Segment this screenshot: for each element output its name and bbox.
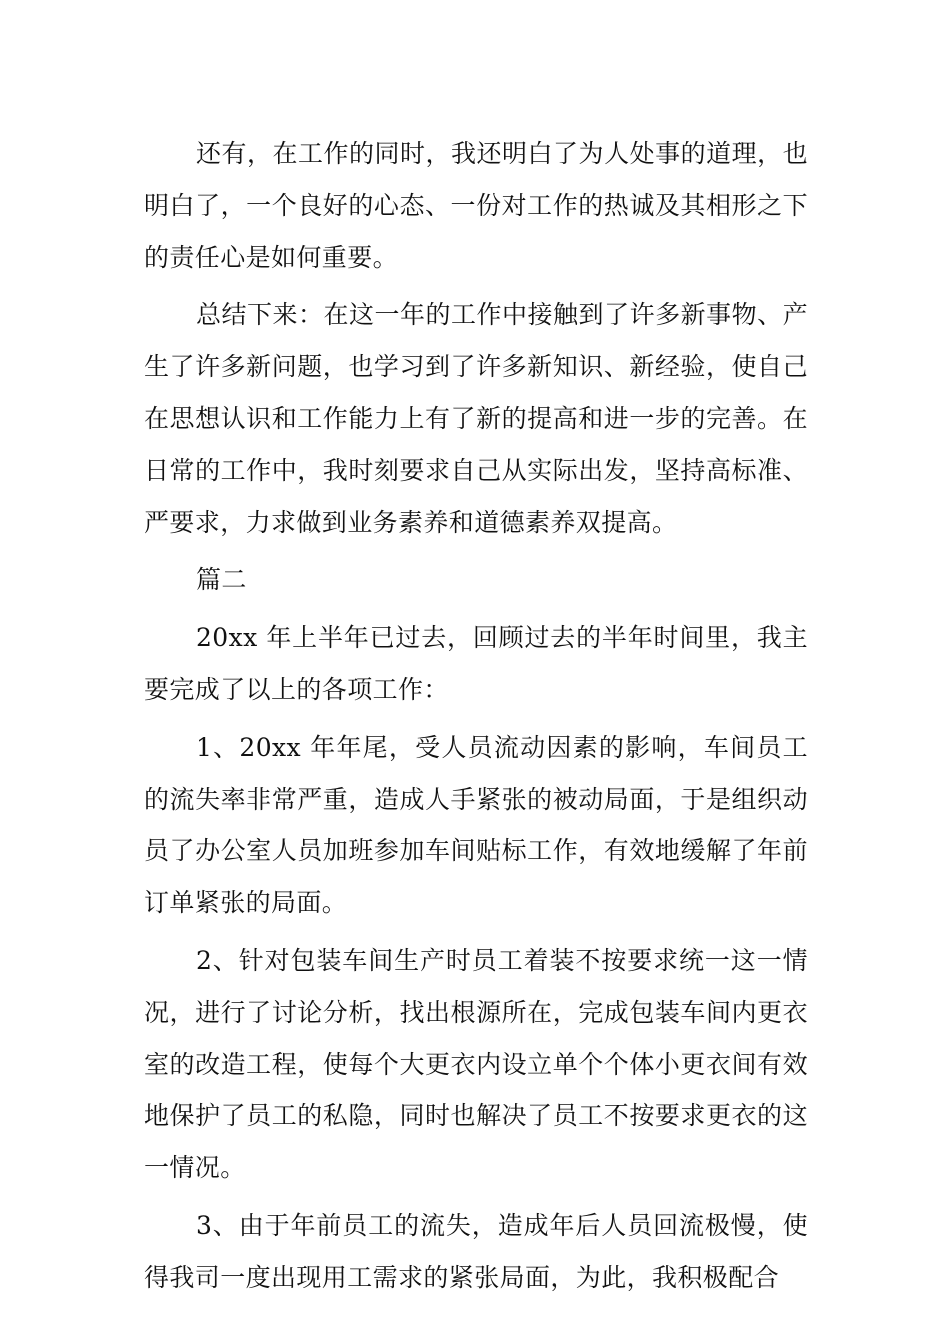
paragraph-3: 20xx 年上半年已过去，回顾过去的半年时间里，我主要完成了以上的各项工作： (144, 623, 808, 704)
paragraph-4: 1、20xx 年年尾，受人员流动因素的影响，车间员工的流失率非常严重，造成人手紧张的被动局面，于是组织动员了办公室人员加班参加车间贴标工作，有效地缓解了年前订单紧张的局面。 (144, 732, 808, 918)
paragraph-5: 2、针对包装车间生产时员工着装不按要求统一这一情况，进行了讨论分析，找出根源所在，完成包装车间内更衣室的改造工程，使每个大更衣内设立单个个体小更衣间有效地保护了员工的私隐，同时也解决了员工不按要求更衣的这一情况。 (144, 945, 808, 1183)
paragraph-6: 3、由于年前员工的流失，造成年后人员回流极慢，使得我司一度出现用工需求的紧张局面，为此，我积极配合 (144, 1210, 808, 1292)
section-heading: 篇二 (196, 565, 247, 595)
paragraph-1: 还有，在工作的同时，我还明白了为人处事的道理，也明白了，一个良好的心态、一份对工作的热诚及其相形之下的责任心是如何重要。 (144, 139, 808, 272)
paragraph-2: 总结下来：在这一年的工作中接触到了许多新事物、产生了许多新问题，也学习到了许多新知识、新经验，使自己在思想认识和工作能力上有了新的提高和进一步的完善。在日常的工作中，我时刻要求自己从实际出发，坚持高标准、严要求，力求做到业务素养和道德素养双提高。 (144, 300, 808, 537)
document-page (144, 128, 808, 1310)
